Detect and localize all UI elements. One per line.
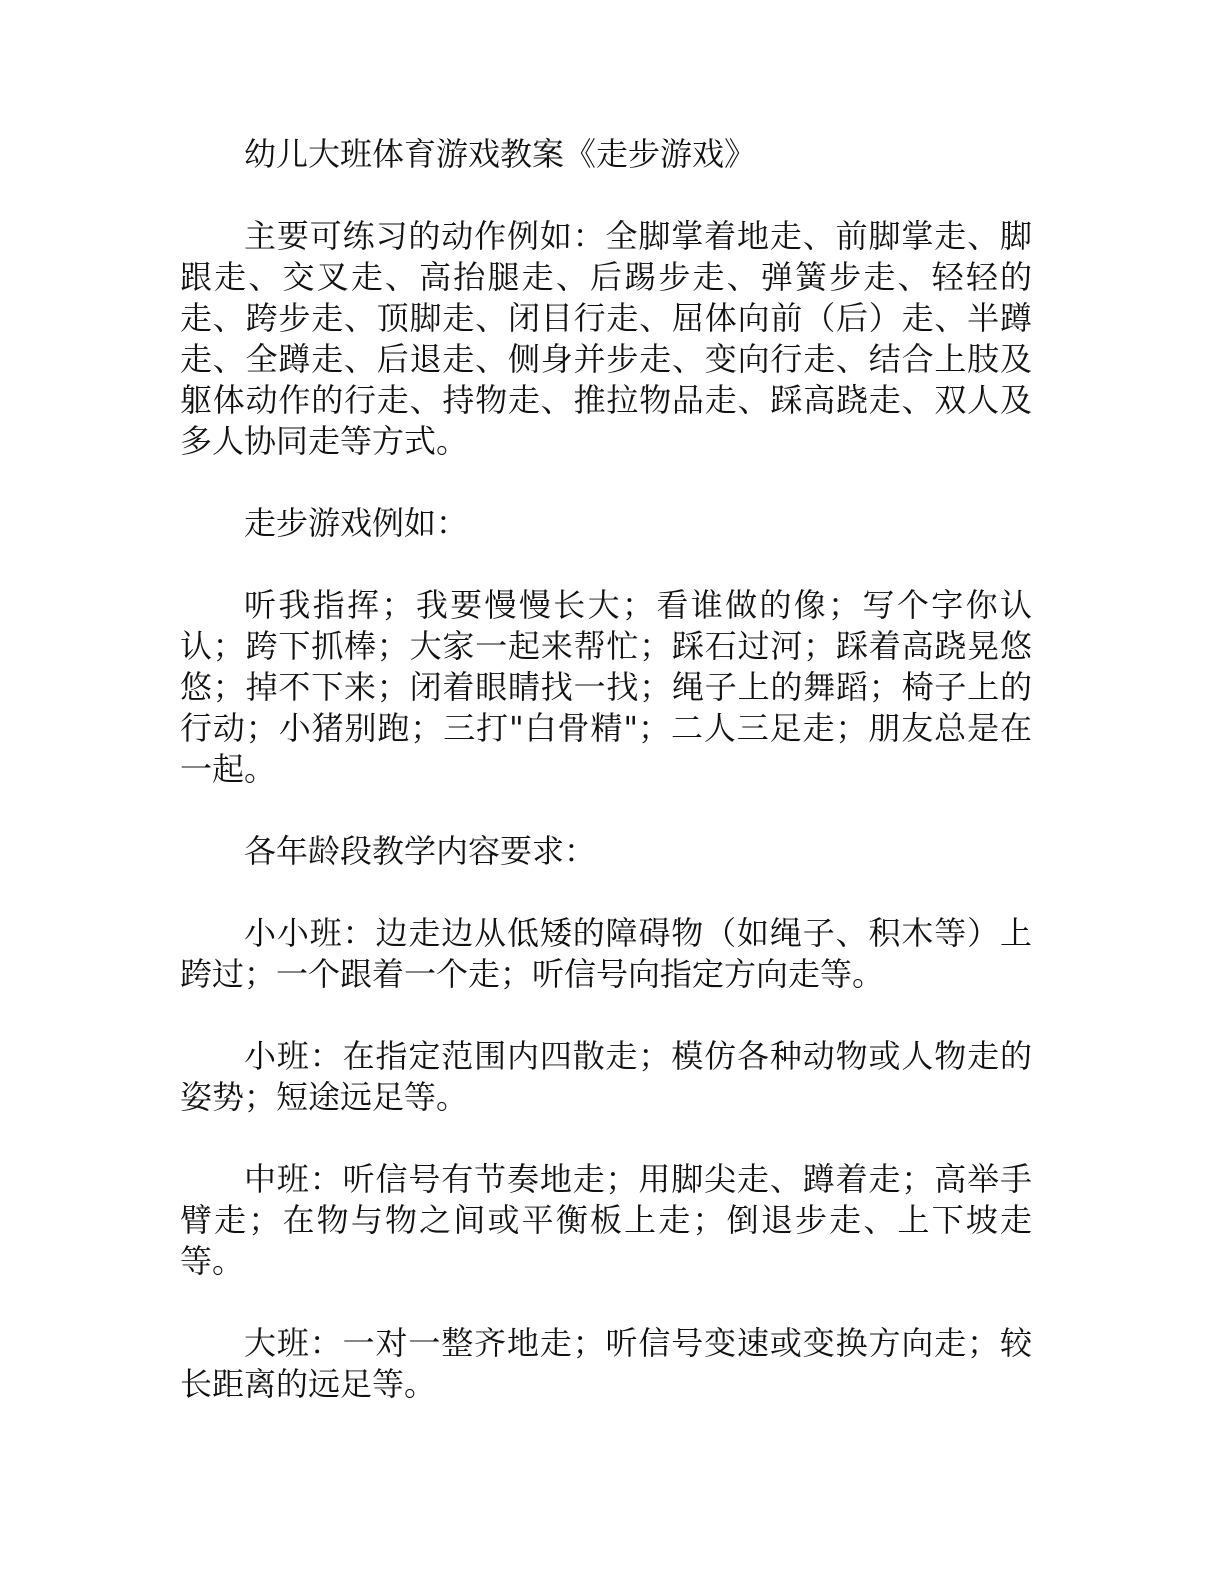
paragraph-movements: 主要可练习的动作例如：全脚掌着地走、前脚掌走、脚跟走、交叉走、高抬腿走、后踢步走、弹簧步走、轻轻的走、跨步走、顶脚走、闭目行走、屈体向前（后）走、半蹲走、全蹲走、后退走、侧身并步走、变向行走、结合上肢及躯体动作的行走、持物走、推拉物品走、踩高跷走、双人及多人协同走等方式。 — [180, 217, 1032, 460]
document-page — [180, 134, 1032, 1446]
document-title: 幼儿大班体育游戏教案《走步游戏》 — [244, 135, 757, 173]
paragraph-toddler-class: 小小班：边走边从低矮的障碍物（如绳子、积木等）上跨过；一个跟着一个走；听信号向指定方向走等。 — [180, 914, 1032, 993]
paragraph-age-heading: 各年龄段教学内容要求： — [244, 832, 597, 870]
paragraph-games-heading: 走步游戏例如： — [244, 504, 469, 542]
paragraph-junior-class: 小班：在指定范围内四散走；模仿各种动物或人物走的姿势；短途远足等。 — [180, 1037, 1032, 1116]
paragraph-games-list: 听我指挥；我要慢慢长大；看谁做的像；写个字你认认；跨下抓棒；大家一起来帮忙；踩石过河；踩着高跷晃悠悠；掉不下来；闭着眼睛找一找；绳子上的舞蹈；椅子上的行动；小猪别跑；三打"白骨精"；二人三足走；朋友总是在一起。 — [180, 586, 1032, 788]
paragraph-senior-class: 大班：一对一整齐地走；听信号变速或变换方向走；较长距离的远足等。 — [180, 1324, 1032, 1403]
paragraph-middle-class: 中班：听信号有节奏地走；用脚尖走、蹲着走；高举手臂走；在物与物之间或平衡板上走；倒退步走、上下坡走等。 — [180, 1160, 1032, 1280]
